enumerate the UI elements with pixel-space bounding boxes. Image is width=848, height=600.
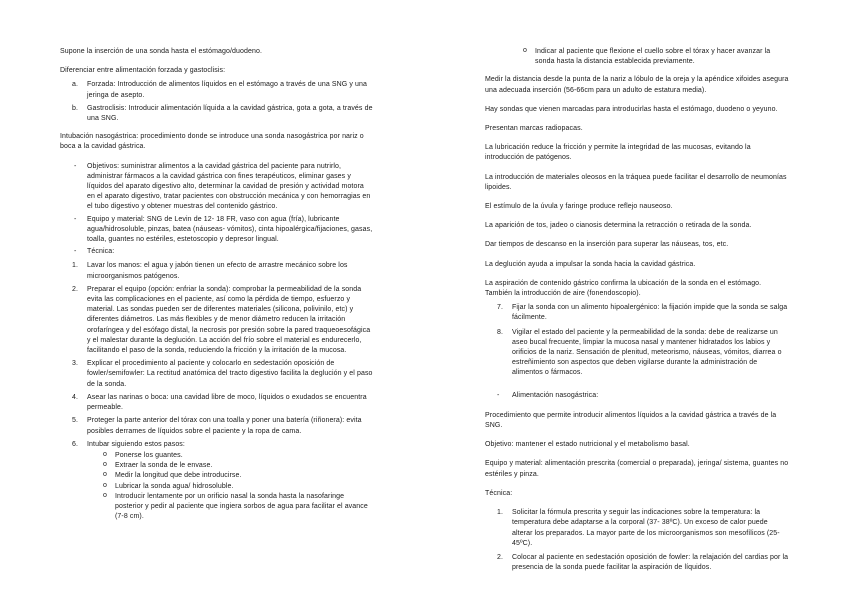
paragraph: Hay sondas que vienen marcadas para introducirlas hasta el estómago, duodeno o yeyuno.: [485, 105, 778, 113]
step-item: [60, 393, 373, 413]
substep-list: [103, 451, 373, 522]
list-item: [485, 391, 790, 401]
step-item: [60, 261, 373, 281]
list-marker: -: [74, 162, 77, 170]
list-item: [60, 247, 373, 257]
paragraph: La deglución ayuda a impulsar la sonda hacia la cavidad gástrica.: [485, 260, 696, 268]
paragraph: Objetivo: mantener el estado nutricional y el metabolismo basal.: [485, 441, 690, 449]
substep-item: [103, 461, 373, 471]
circle-bullet-icon: o: [103, 461, 107, 469]
list-marker: 3.: [72, 360, 79, 368]
list-marker: 5.: [72, 417, 79, 425]
circle-bullet-icon: o: [103, 450, 107, 458]
paragraph: El estímulo de la úvula y faringe produce reflejo nauseoso.: [485, 203, 673, 211]
substep-item: [103, 471, 373, 481]
paragraph: Técnica:: [485, 489, 513, 497]
step-text: Solicitar la fórmula prescrita y seguir las indicaciones sobre la temperatura: la temperatura debe adaptarse a la corporal (37- 38ºC). Un exceso de calor puede alterar los preparados. La mayor parte de los microorganismos son mesofílicos (25- 45ºC).: [512, 509, 780, 547]
technique-steps-continued: [485, 303, 790, 378]
step-text: Explicar el procedimiento al paciente y colocarlo en sedestación oposición de fowler/semifowler: La rectitud anatómica del tracto digestivo facilita la deglución y el paso de la sonda.: [87, 360, 373, 388]
technique-steps: [60, 261, 373, 522]
left-column: [60, 47, 373, 526]
step-item: [485, 508, 790, 549]
paragraph: Equipo y material: alimentación prescrita (comercial o preparada), jeringa/ sistema, guantes no estériles y pinza.: [485, 460, 789, 478]
paragraph: Procedimiento que permite introducir alimentos líquidos a la cavidad gástrica a través de la SNG.: [485, 411, 777, 430]
list-item-text: Equipo y material: SNG de Levin de 12- 18 FR, vaso con agua (fría), lubricante agua/hidrosoluble, pinzas, batea (náuseas- vómitos), cinta hipoalérgica/fijaciones, gasas, toalla, guantes no estériles, estetoscopio y depresor lingual.: [87, 215, 373, 244]
circle-bullet-icon: o: [103, 471, 107, 479]
feeding-steps: [485, 508, 790, 573]
list-item: [60, 162, 373, 213]
step-item: [60, 285, 373, 356]
substep-text: Medir la longitud que debe introducirse.: [115, 472, 242, 480]
list-item: [60, 215, 373, 246]
step-text: Intubar siguiendo estos pasos:: [87, 440, 185, 448]
step-item: [60, 440, 373, 523]
substep-text: Lubricar la sonda agua/ hidrosoluble.: [115, 482, 234, 490]
paragraph-line: También la introducción de aire (fonendoscopio).: [485, 290, 641, 298]
step-item: [485, 303, 790, 323]
step-item: [60, 416, 373, 436]
paragraph-differentiate: Diferenciar entre alimentación forzada y gastoclisis:: [60, 67, 226, 75]
section-heading: Alimentación nasogástrica:: [512, 391, 599, 399]
list-marker: 8.: [497, 328, 504, 336]
paragraph: Presentan marcas radiopacas.: [485, 125, 583, 133]
paragraph: Medir la distancia desde la punta de la nariz a lóbulo de la oreja y la apéndice xifoides asegura una adecuada inserción (56-66cm para un adulto de estatura media).: [485, 76, 789, 94]
substep-item: [103, 451, 373, 461]
circle-bullet-icon: o: [523, 47, 527, 54]
paragraph-aspiracion: [485, 279, 790, 299]
list-marker: 6.: [72, 440, 79, 448]
substep-item: [103, 482, 373, 492]
step-text: Vigilar el estado del paciente y la permeabilidad de la sonda: debe de realizarse un aseo bucal frecuente, limpiar la mucosa nasal y mantener hidratados los labios y orificios de la nariz. Sensación de plenitud, meteorismo, náuseas, vómitos, diarrea o estreñimiento son aspectos que deben vigilarse durante la administración de alimentos o fármacos.: [512, 328, 782, 377]
step-item: [485, 328, 790, 379]
paragraph: La lubricación reduce la fricción y permite la integridad de las mucosas, evitando la introducción de patógenos.: [485, 144, 751, 162]
list-marker: 7.: [497, 304, 504, 312]
list-item-text: Técnica:: [87, 248, 115, 256]
step-text: Preparar el equipo (opción: enfriar la sonda): comprobar la permeabilidad de la sonda evita las complicaciones en el paciente, así como la pérdida de tiempo, esfuerzo y material. Las sondas pueden ser de diferentes materiales (silicona, polivinilo, etc) y diferentes diámetros. Las más flexibles y de menor diámetro reducen la irritación orofaríngea y del esófago distal, la necrosis por presión sobre la pared traqueoesofágica y el malestar durante la deglución. La acción del frío sobre el material es endurecerlo, facilitando el paso de la sonda, reduciendo la fricción y la irritación de la mucosa.: [87, 285, 371, 355]
substep-text: Ponerse los guantes.: [115, 451, 183, 459]
alpha-list: [60, 80, 373, 124]
list-marker: -: [74, 248, 77, 256]
substep-text: Indicar al paciente que flexione el cuello sobre el tórax y hacer avanzar la sonda hasta la distancia establecida previamente.: [535, 48, 771, 66]
dash-list: [485, 391, 790, 401]
substep-text: Introducir lentamente por un orificio nasal la sonda hasta la nasofaringe posterior y pedir al paciente que ingiera sorbos de agua para facilitar el avance (7-8 cm).: [115, 492, 368, 521]
step-text: Asear las narinas o boca: una cavidad libre de moco, líquidos o exudados se encuentra permeable.: [87, 393, 367, 412]
list-marker: 4.: [72, 393, 79, 401]
substep-text: Extraer la sonda de le envase.: [115, 462, 213, 470]
paragraph-intro: Supone la inserción de una sonda hasta el estómago/duodeno.: [60, 48, 263, 55]
paragraph: La introducción de materiales oleosos en la tráquea puede facilitar el desarrollo de neumonías lipoides.: [485, 173, 787, 191]
circle-bullet-icon: o: [103, 481, 107, 489]
list-marker: 2.: [72, 285, 79, 293]
paragraph: Dar tiempos de descanso en la inserción para superar las náuseas, tos, etc.: [485, 241, 729, 249]
circle-bullet-icon: o: [103, 491, 107, 499]
step-text: Fijar la sonda con un alimento hipoalergénico: la fijación impide que la sonda se salga fácilmente.: [512, 304, 788, 322]
step-item: [60, 359, 373, 390]
step-text: Lavar los manos: el agua y jabón tienen un efecto de arrastre mecánico sobre los microorganismos patógenos.: [87, 262, 348, 280]
list-marker: 1.: [72, 262, 79, 270]
dash-list: [60, 162, 373, 258]
paragraph-intubacion: Intubación nasogástrica: procedimiento donde se introduce una sonda nasogástrica por nariz o boca a la cavidad gástrica.: [60, 133, 364, 151]
paragraph: La aparición de tos, jadeo o cianosis determina la retracción o retirada de la sonda.: [485, 222, 752, 230]
step-text: Proteger la parte anterior del tórax con una toalla y poner una batería (riñonera): evita posibles derrames de líquidos sobre el paciente y la ropa de cama.: [87, 417, 362, 435]
step-item: [485, 553, 790, 573]
paragraph-line: La aspiración de contenido gástrico confirma la ubicación de la sonda en el estómago.: [485, 279, 762, 287]
list-item-text: Forzada: Introducción de alimentos líquidos en el estómago a través de una SNG y una jeringa de asepto.: [87, 81, 368, 99]
list-item-text: Gastroclisis: Introducir alimentación líquida a la cavidad gástrica, gota a gota, a través de una SNG.: [87, 104, 373, 123]
list-marker: 1.: [497, 509, 504, 517]
list-item: [60, 80, 373, 100]
list-marker: -: [497, 391, 500, 399]
step-text: Colocar al paciente en sedestación oposición de fowler: la relajación del cardias por la presencia de la sonda puede facilitar la aspiración de líquidos.: [512, 553, 789, 572]
list-marker: b.: [72, 104, 79, 112]
list-marker: -: [74, 215, 77, 223]
right-column: [485, 47, 790, 577]
substep-item: [523, 47, 790, 67]
list-item-text: Objetivos: suministrar alimentos a la cavidad gástrica del paciente para nutrirlo, administrar fármacos a la cavidad gástrica con fines terapéuticos, eliminar gases y líquidos del aparato digestivo alto, determinar la cavidad de presión y actividad motora en el aparato digestivo, tratar pacientes con obstrucción mecánica y con hemorragias en el tubo digestivo y obtener muestras del contenido gástrico.: [87, 162, 371, 211]
continued-substep-list: [523, 47, 790, 67]
list-marker: a.: [72, 81, 79, 89]
substep-item: [103, 492, 373, 523]
list-marker: 2.: [497, 553, 504, 561]
list-item: [60, 104, 373, 124]
